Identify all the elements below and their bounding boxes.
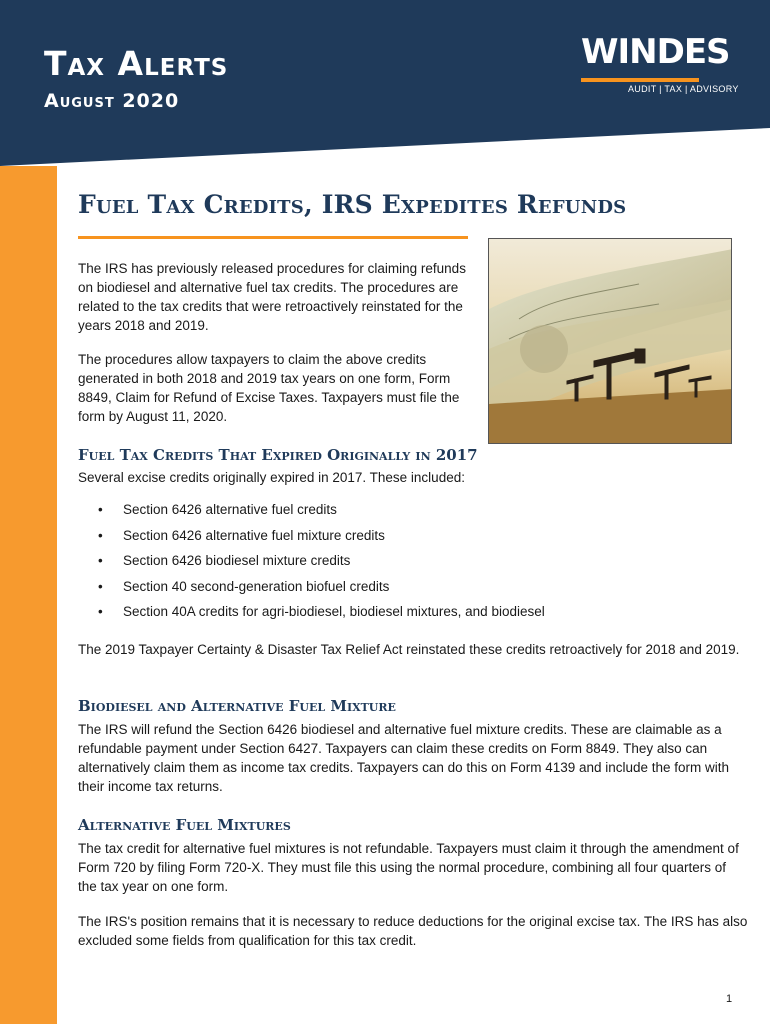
logo-wordmark: WINDES bbox=[581, 32, 730, 72]
page-number: 1 bbox=[726, 993, 733, 1005]
title-underline bbox=[78, 236, 468, 239]
list-item: • Section 6426 alternative fuel mixture credits bbox=[78, 526, 718, 552]
logo-accent-bar bbox=[581, 78, 699, 82]
money-oil-pump-image bbox=[488, 238, 732, 444]
list-item: • Section 6426 alternative fuel credits bbox=[78, 500, 718, 526]
article-title: Fuel Tax Credits, IRS Expedites Refunds bbox=[78, 190, 627, 219]
header-banner bbox=[0, 0, 770, 166]
section-heading-expired-credits: Fuel Tax Credits That Expired Originally in 2017 bbox=[78, 446, 478, 464]
list-item: • Section 40 second-generation biofuel credits bbox=[78, 577, 718, 603]
intro-paragraph-1: The IRS has previously released procedures for claiming refunds on biodiesel and alternative fuel tax credits. The procedures are related to the tax credits that were retroactively reinstated for the years 2018 and 2019. bbox=[78, 261, 466, 333]
left-accent-bar bbox=[0, 166, 57, 1024]
logo-tagline: AUDIT | TAX | ADVISORY bbox=[628, 84, 739, 94]
section-heading-alt-fuel-mixtures: Alternative Fuel Mixtures bbox=[78, 816, 291, 834]
biodiesel-paragraph: The IRS will refund the Section 6426 biodiesel and alternative fuel mixture credits. These are claimable as a refundable payment under Section 6427. Taxpayers can claim these credits on Form 8849. They also can alternatively claim them as income tax credits. Taxpayers can do this on Form 4139 and include the form with their income tax returns. bbox=[78, 722, 730, 794]
list-item: • Section 6426 biodiesel mixture credits bbox=[78, 551, 718, 577]
newsletter-title: Tax Alerts bbox=[44, 44, 229, 83]
money-oil-pump-illustration bbox=[489, 239, 732, 444]
alt-fuel-paragraph-2: The IRS's position remains that it is necessary to reduce deductions for the original excise tax. The IRS has also excluded some fields from qualification for this tax credit. bbox=[78, 914, 748, 948]
section-closing-paragraph: The 2019 Taxpayer Certainty & Disaster Tax Relief Act reinstated these credits retroactively for 2018 and 2019. bbox=[78, 642, 740, 657]
list-item: • Section 40A credits for agri-biodiesel, biodiesel mixtures, and biodiesel bbox=[78, 602, 718, 628]
section-lead: Several excise credits originally expired in 2017. These included: bbox=[78, 470, 465, 485]
alt-fuel-paragraph-1: The tax credit for alternative fuel mixtures is not refundable. Taxpayers must claim it through the amendment of Form 720 by filing Form 720-X. They must file this using the normal procedure, combining all four quarters of the tax year on one form. bbox=[78, 841, 739, 894]
section-heading-biodiesel: Biodiesel and Alternative Fuel Mixture bbox=[78, 697, 396, 715]
credits-list bbox=[78, 500, 718, 628]
newsletter-date: August 2020 bbox=[44, 90, 180, 112]
windes-logo bbox=[573, 20, 739, 106]
intro-paragraph-2: The procedures allow taxpayers to claim the above credits generated in both 2018 and 2019 tax years on one form, Form 8849, Claim for Refund of Excise Taxes. Taxpayers must file the form by August 11, 2020. bbox=[78, 352, 460, 424]
